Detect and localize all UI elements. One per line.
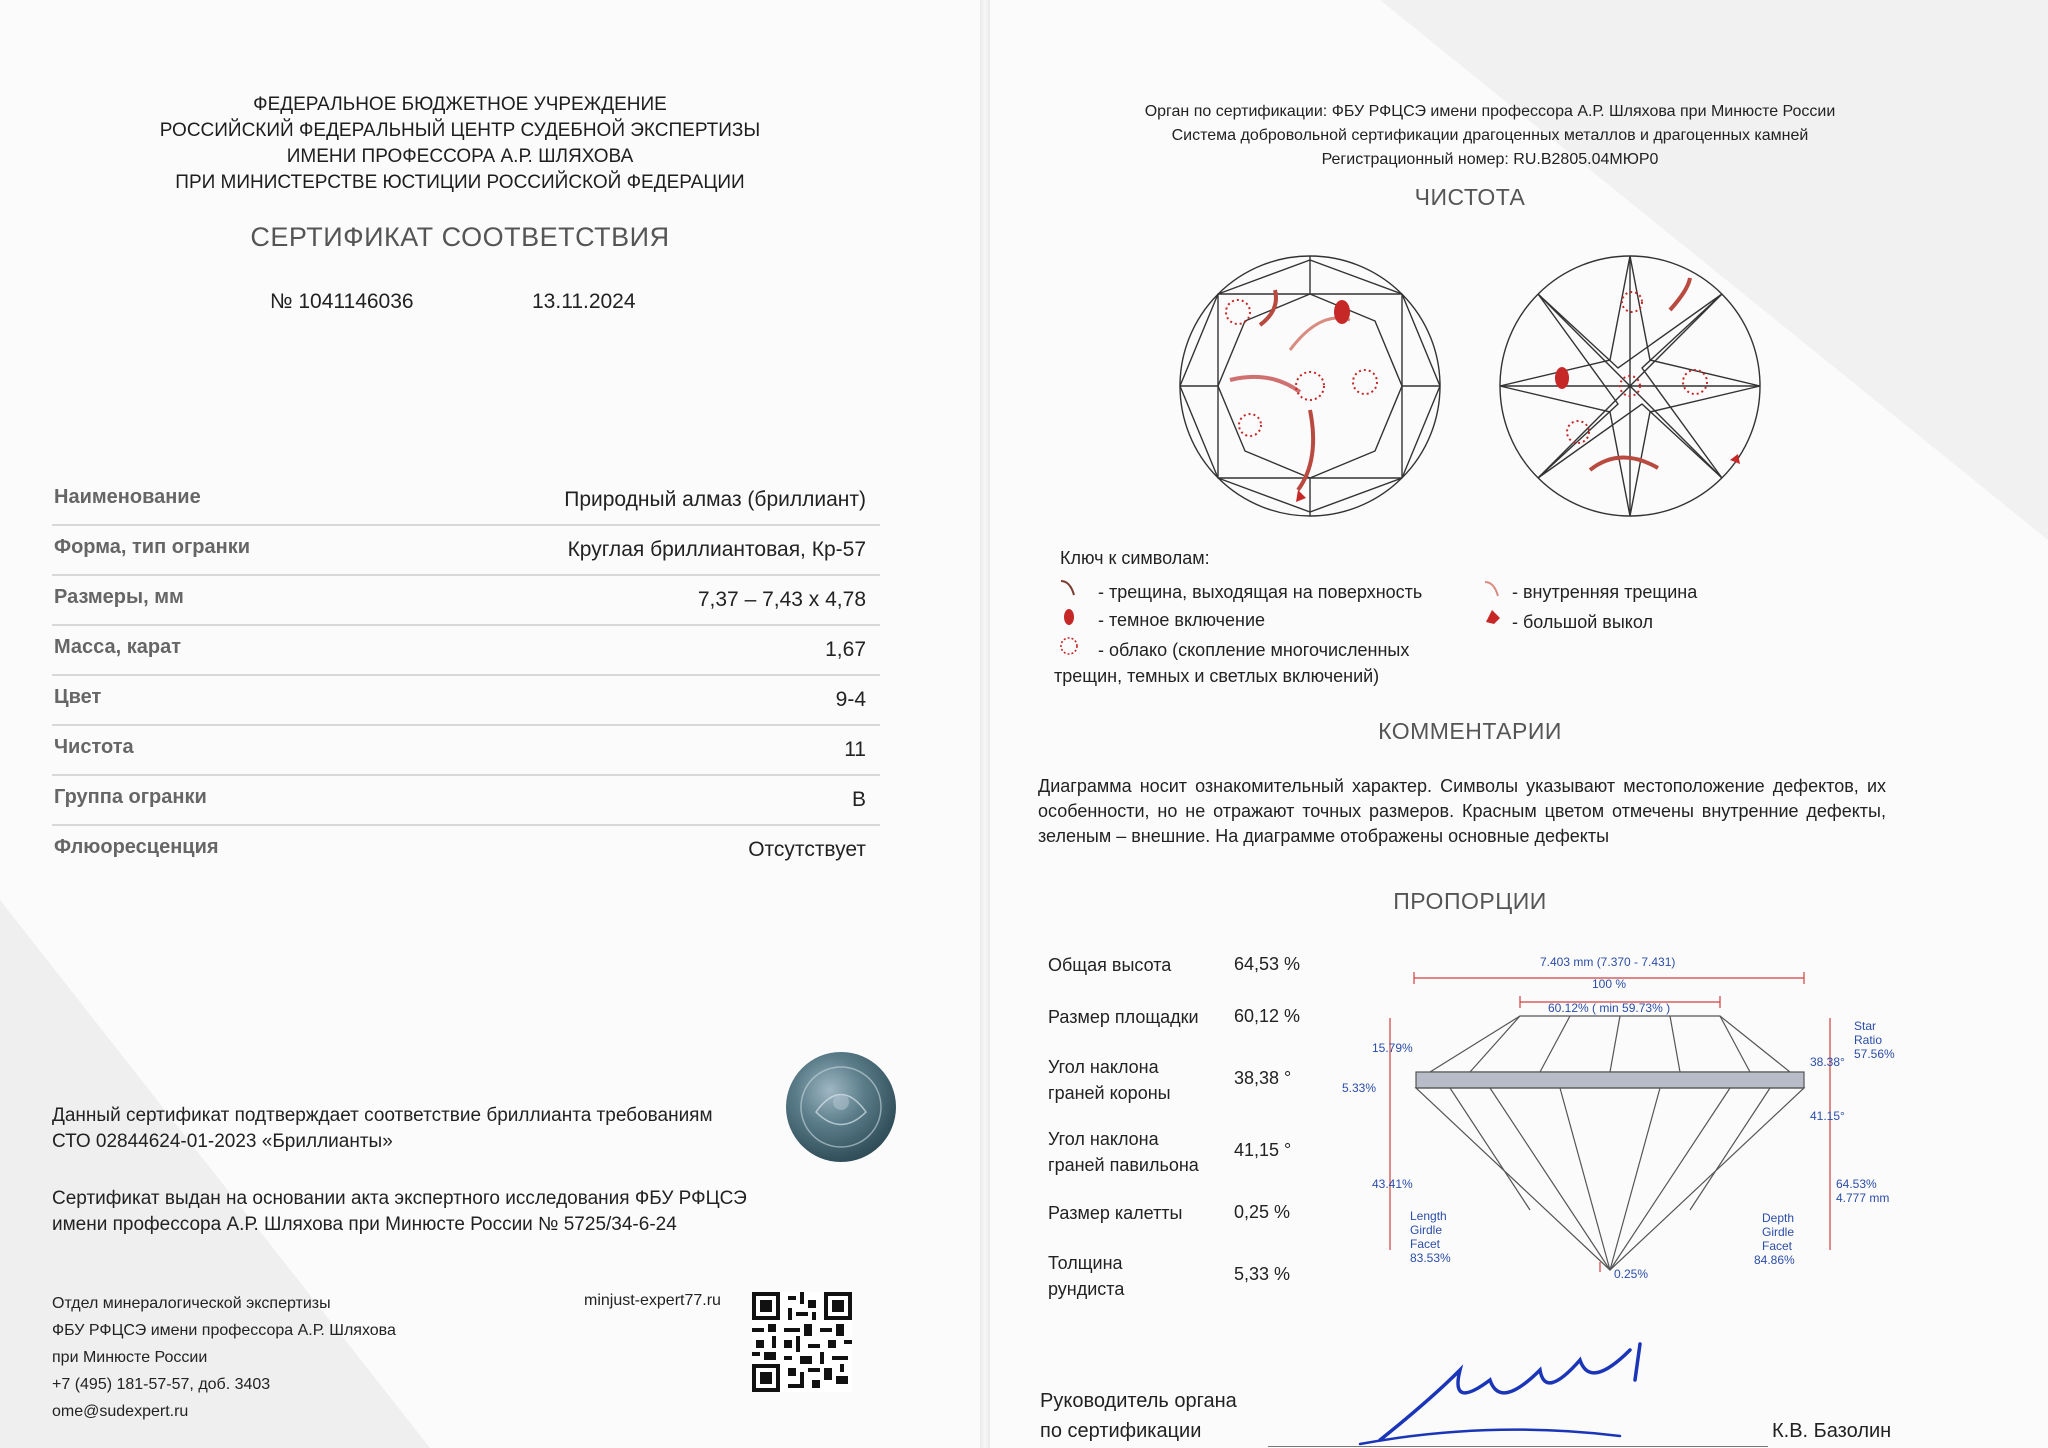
pavilion-view [1500, 256, 1760, 516]
prop-label [1048, 1200, 1183, 1226]
header-line: Система добровольной сертификации драгоценных металлов и драгоценных камней [1171, 127, 1809, 144]
total-mm-label: 4.777 mm [1836, 1191, 1890, 1205]
girdle-label: 5.33% [1342, 1081, 1377, 1095]
certificate-title: СЕРТИФИКАТ СООТВЕТСТВИЯ [250, 222, 670, 252]
star-label: 57.56% [1854, 1047, 1895, 1061]
spec-value: 9-4 [835, 688, 866, 711]
prop-value: 60,12 % [1234, 1006, 1301, 1026]
text-line: Данный сертификат подтверждает соответствие бриллианта требованиям [52, 1105, 713, 1126]
profile-labels [1342, 955, 1895, 1280]
prop-label-line: Размер калетты [1048, 1203, 1183, 1223]
proportions-title: ПРОПОРЦИИ [1393, 888, 1547, 914]
qr-code-graphic [752, 1292, 852, 1392]
signer-name: К.В. Базолин [1772, 1420, 1892, 1442]
spec-label: Цвет [54, 686, 102, 708]
lgf-label: 83.53% [1410, 1251, 1451, 1265]
spec-table [52, 476, 880, 876]
hundred-label: 100 % [1592, 977, 1627, 991]
prop-value: 64,53 % [1234, 954, 1301, 974]
declaration-compliance [52, 1103, 713, 1155]
dgf-label: Depth [1762, 1211, 1795, 1225]
spec-value: Отсутствует [748, 838, 866, 861]
organization-header [120, 92, 800, 196]
prop-label-line: граней павильона [1048, 1155, 1199, 1175]
spec-row [52, 826, 880, 876]
dgf-label: Girdle [1762, 1225, 1795, 1239]
dark-inclusion-icon [1058, 606, 1080, 628]
header-line: ИМЕНИ ПРОФЕССОРА А.Р. ШЛЯХОВА [286, 146, 634, 167]
signer-line: по сертификации [1040, 1420, 1202, 1442]
header-line: Регистрационный номер: RU.B2805.04МЮР0 [1321, 151, 1659, 168]
key-cloud-continued: трещин, темных и светлых включений) [1054, 666, 1380, 686]
star-label: Star [1854, 1019, 1877, 1033]
spec-value: 1,67 [825, 638, 866, 661]
signer-line: Руководитель органа [1040, 1390, 1237, 1412]
prop-label-line: Угол наклона [1048, 1129, 1159, 1149]
proportions-profile-diagram [1330, 950, 1910, 1280]
lgf-label: Facet [1410, 1237, 1441, 1251]
signer-title [1040, 1386, 1237, 1446]
spec-value: В [851, 788, 866, 811]
header-line: ФЕДЕРАЛЬНОЕ БЮДЖЕТНОЕ УЧРЕЖДЕНИЕ [253, 94, 667, 115]
prop-label-line: граней короны [1048, 1083, 1171, 1103]
text-line: имени профессора А.Р. Шляхова при Минюсте России № 5725/34-6-24 [52, 1214, 677, 1235]
spec-label: Размеры, мм [54, 586, 184, 608]
certification-body-header [1060, 100, 1920, 172]
crown-height-label: 15.79% [1372, 1041, 1413, 1055]
spec-label: Группа огранки [54, 786, 207, 808]
crown-angle-label: 38.38° [1810, 1055, 1845, 1069]
text-line: СТО 02844624-01-2023 «Бриллианты» [52, 1131, 393, 1152]
key-cloud: - облако (скопление многочисленных [1098, 640, 1410, 660]
key-surface-crack: - трещина, выходящая на поверхность [1098, 582, 1423, 602]
spec-label: Наименование [54, 486, 201, 508]
prop-value: 38,38 ° [1234, 1068, 1292, 1088]
star-label: Ratio [1854, 1033, 1883, 1047]
spec-value: Круглая бриллиантовая, Кр-57 [567, 538, 866, 561]
declaration-basis [52, 1186, 747, 1238]
prop-label-line: Размер площадки [1048, 1007, 1199, 1027]
prop-value: 0,25 % [1234, 1202, 1291, 1222]
key-internal-crack: - внутренняя трещина [1512, 582, 1698, 602]
big-chip-icon [1482, 606, 1504, 628]
prop-label [1048, 952, 1171, 978]
prop-label-line: Общая высота [1048, 955, 1172, 975]
clarity-diagram-graphic [1170, 250, 1770, 522]
spec-label: Форма, тип огранки [54, 536, 251, 558]
contact-email[interactable]: ome@sudexpert.ru [52, 1403, 189, 1420]
spec-row [52, 776, 880, 826]
key-dark-inclusion: - темное включение [1098, 610, 1266, 630]
header-line: Орган по сертификации: ФБУ РФЦСЭ имени профессора А.Р. Шляхова при Минюсте России [1144, 103, 1836, 120]
header-line: РОССИЙСКИЙ ФЕДЕРАЛЬНЫЙ ЦЕНТР СУДЕБНОЙ ЭКСПЕРТИЗЫ [159, 120, 761, 141]
dgf-label: 84.86% [1754, 1253, 1795, 1267]
crown-view [1180, 256, 1440, 516]
lgf-label: Girdle [1410, 1223, 1443, 1237]
spec-value: Природный алмаз (бриллиант) [564, 488, 866, 511]
spec-label: Масса, карат [54, 636, 182, 658]
spec-row [52, 676, 880, 726]
spec-row [52, 726, 880, 776]
contact-block [52, 1290, 396, 1425]
spec-row [52, 626, 880, 676]
spec-label: Чистота [54, 736, 134, 758]
lgf-label: Length [1410, 1209, 1447, 1223]
website-link[interactable]: minjust-expert77.ru [584, 1292, 721, 1309]
dgf-label: Facet [1762, 1239, 1793, 1253]
comments-title: КОММЕНТАРИИ [1378, 718, 1562, 744]
spec-label: Флюоресценция [54, 836, 219, 858]
spec-value: 7,37 – 7,43 x 4,78 [697, 588, 866, 611]
pavilion-depth-label: 43.41% [1372, 1177, 1413, 1191]
prop-label [1048, 1054, 1171, 1106]
header-line: ПРИ МИНИСТЕРСТВЕ ЮСТИЦИИ РОССИЙСКОЙ ФЕДЕРАЦИИ [175, 172, 745, 193]
certificate-number: № 1041146036 [270, 290, 414, 313]
contact-line: ФБУ РФЦСЭ имени профессора А.Р. Шляхова [52, 1322, 396, 1339]
culet-label: 0.25% [1614, 1267, 1649, 1280]
cloud-icon [1058, 635, 1080, 657]
diameter-label: 7.403 mm (7.370 - 7.431) [1540, 955, 1676, 969]
symbol-key-title: Ключ к символам: [1060, 548, 1210, 568]
spec-row [52, 476, 880, 526]
contact-line: при Минюсте России [52, 1349, 208, 1366]
certificate-date: 13.11.2024 [532, 290, 636, 313]
prop-label-line: Толщина [1048, 1253, 1123, 1273]
prop-label [1048, 1004, 1199, 1030]
prop-label [1048, 1126, 1199, 1178]
qr-code[interactable] [752, 1292, 852, 1392]
prop-label [1048, 1250, 1124, 1302]
clarity-title: ЧИСТОТА [1414, 184, 1526, 210]
prop-value: 5,33 % [1234, 1264, 1291, 1284]
pavilion-angle-label: 41.15° [1810, 1109, 1845, 1123]
prop-label-line: рундиста [1048, 1279, 1125, 1299]
spec-value: 11 [844, 738, 866, 761]
contact-line: +7 (495) 181-57-57, доб. 3403 [52, 1376, 271, 1393]
table-label: 60.12% ( min 59.73% ) [1548, 1001, 1671, 1015]
spec-row [52, 576, 880, 626]
hologram-seal [786, 1052, 896, 1162]
internal-crack-icon [1482, 578, 1504, 600]
page-fold [980, 0, 990, 1448]
key-big-chip: - большой выкол [1512, 612, 1654, 632]
text-line: Сертификат выдан на основании акта экспертного исследования ФБУ РФЦСЭ [52, 1188, 747, 1209]
prop-label-line: Угол наклона [1048, 1057, 1159, 1077]
hologram-seal-graphic [786, 1052, 896, 1162]
contact-line: Отдел минералогической экспертизы [52, 1295, 331, 1312]
crown-inclusions [1226, 290, 1377, 502]
spec-row [52, 526, 880, 576]
total-depth-label: 64.53% [1836, 1177, 1877, 1191]
surface-crack-icon [1058, 577, 1080, 599]
comment-text: Диаграмма носит ознакомительный характер. Символы указывают местоположение дефектов, их особенности, но не отражают точных размеров. Красным цветом отмечены внутренние дефекты, зеленым – внешние. На диаграмме отображены основные дефекты [1038, 776, 1886, 846]
clarity-diagram [1170, 250, 1770, 522]
signature-graphic [1340, 1340, 1720, 1448]
prop-value: 41,15 ° [1234, 1140, 1292, 1160]
